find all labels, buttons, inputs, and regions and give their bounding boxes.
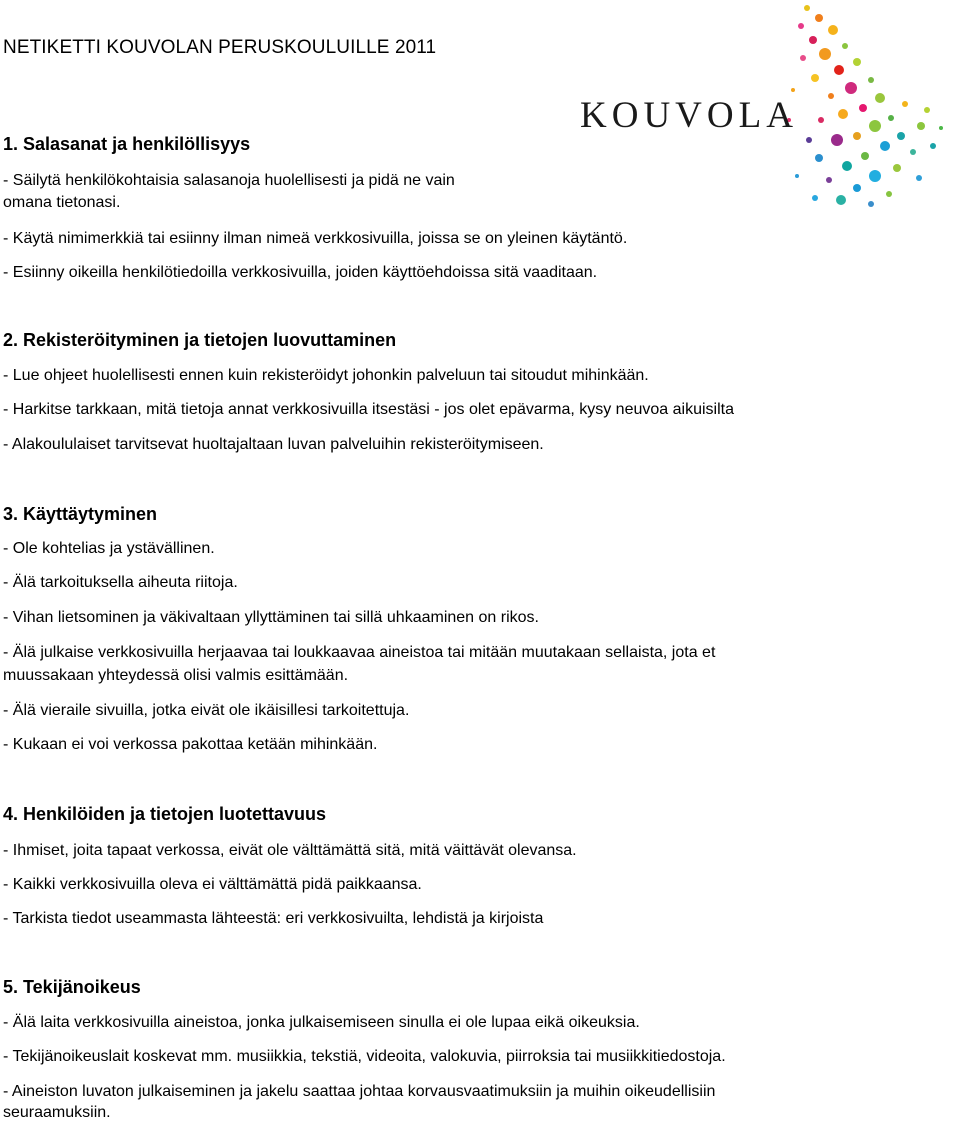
- section-2-line: - Harkitse tarkkaan, mitä tietoja annat verkkosivuilla itsestäsi - jos olet epävarma, kysy neuvoa aikuisilta: [3, 401, 734, 418]
- section-heading-1: 1. Salasanat ja henkilöllisyys: [3, 134, 251, 154]
- section-1-line: - Esiinny oikeilla henkilötiedoilla verkkosivuilla, joiden käyttöehdoissa sitä vaaditaan.: [3, 264, 598, 281]
- section-4-line: - Tarkista tiedot useammasta lähteestä: eri verkkosivuilta, lehdistä ja kirjoista: [3, 910, 544, 927]
- section-2-line: - Lue ohjeet huolellisesti ennen kuin rekisteröidyt johonkin palveluun tai sitoudut mihinkään.: [3, 367, 649, 384]
- section-5-line: - Aineiston luvaton julkaiseminen ja jakelu saattaa johtaa korvausvaatimuksiin ja muihin oikeudellisiin: [3, 1083, 716, 1100]
- kouvola-logo: [575, 0, 960, 220]
- section-heading-2: 2. Rekisteröityminen ja tietojen luovuttaminen: [3, 330, 397, 350]
- section-3-line: - Vihan lietsominen ja väkivaltaan yllyttäminen tai sillä uhkaaminen on rikos.: [3, 609, 539, 626]
- section-heading-4: 4. Henkilöiden ja tietojen luotettavuus: [3, 804, 327, 824]
- section-heading-5: 5. Tekijänoikeus: [3, 977, 141, 997]
- section-5-line: seuraamuksiin.: [3, 1104, 111, 1121]
- section-1-line: - Käytä nimimerkkiä tai esiinny ilman nimeä verkkosivuilla, joissa se on yleinen käytäntö.: [3, 230, 628, 247]
- section-heading-3: 3. Käyttäytyminen: [3, 504, 158, 524]
- document-title: NETIKETTI KOUVOLAN PERUSKOULUILLE 2011: [3, 37, 437, 58]
- section-3-line: - Kukaan ei voi verkossa pakottaa ketään mihinkään.: [3, 736, 378, 753]
- section-5-line: - Älä laita verkkosivuilla aineistoa, jonka julkaisemiseen sinulla ei ole lupaa eikä oikeuksia.: [3, 1014, 640, 1031]
- section-1-line: - Säilytä henkilökohtaisia salasanoja huolellisesti ja pidä ne vain: [3, 172, 455, 189]
- section-3-line: - Älä tarkoituksella aiheuta riitoja.: [3, 574, 238, 591]
- section-4-line: - Ihmiset, joita tapaat verkossa, eivät ole välttämättä sitä, mitä väittävät olevansa.: [3, 842, 577, 859]
- section-1-line: omana tietonasi.: [3, 194, 121, 211]
- section-4-line: - Kaikki verkkosivuilla oleva ei välttämättä pidä paikkaansa.: [3, 876, 422, 893]
- section-3-line: muussakaan yhteydessä olisi valmis esittämään.: [3, 667, 349, 684]
- section-2-line: - Alakoululaiset tarvitsevat huoltajaltaan luvan palveluihin rekisteröitymiseen.: [3, 436, 544, 453]
- section-3-line: - Älä julkaise verkkosivuilla herjaavaa tai loukkaavaa aineistoa tai mitään muutakaan sellaista, jota et: [3, 644, 716, 661]
- section-5-line: - Tekijänoikeuslait koskevat mm. musiikkia, tekstiä, videoita, valokuvia, piirroksia tai musiikkitiedostoja.: [3, 1048, 726, 1065]
- kouvola-wordmark: KOUVOLA: [580, 95, 798, 136]
- section-3-line: - Älä vieraile sivuilla, jotka eivät ole ikäisillesi tarkoitettuja.: [3, 702, 410, 719]
- section-3-line: - Ole kohtelias ja ystävällinen.: [3, 540, 215, 557]
